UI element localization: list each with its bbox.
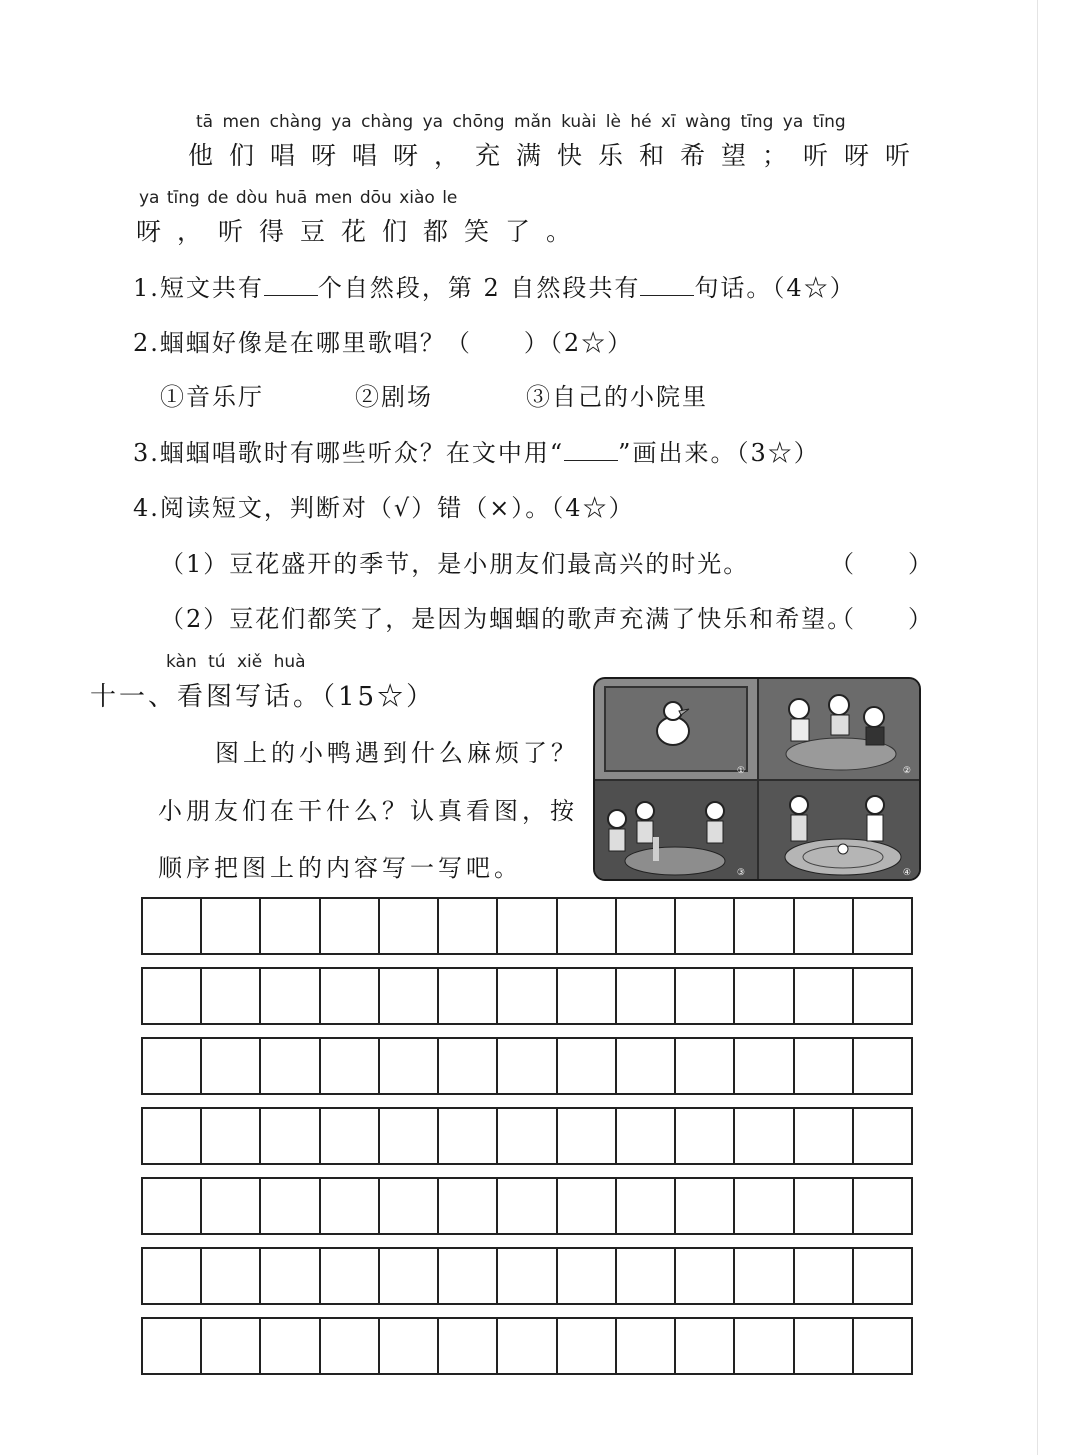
grid-cell[interactable] [854,899,911,953]
grid-cell[interactable] [380,1249,439,1303]
question-3 [133,433,820,468]
grid-cell[interactable] [498,899,557,953]
grid-cell[interactable] [261,1319,320,1373]
grid-cell[interactable] [321,1179,380,1233]
panel-number-1: ① [736,766,745,776]
grid-cell[interactable] [498,1319,557,1373]
grid-cell[interactable] [558,1319,617,1373]
grid-cell[interactable] [202,1039,261,1093]
comic-panel-duck-in-hole [595,679,757,779]
grid-cell[interactable] [617,1039,676,1093]
grid-cell[interactable] [735,1249,794,1303]
question-4: 4.阅读短文，判断对（√）错（×）。（4☆） [133,494,635,522]
grid-cell[interactable] [143,1039,202,1093]
grid-cell[interactable] [617,1319,676,1373]
grid-cell[interactable] [676,899,735,953]
grid-cell[interactable] [854,1109,911,1163]
grid-cell[interactable] [795,1249,854,1303]
poem-line1-pinyin: tā men chàng ya chàng ya chōng mǎn kuài lè hé xī wàng tīng ya tīng [196,112,846,132]
grid-cell[interactable] [676,1109,735,1163]
grid-cell[interactable] [676,1249,735,1303]
grid-cell[interactable] [202,969,261,1023]
poem-line1-text: 他们唱呀唱呀，充满快乐和希望；听呀听 [188,141,927,170]
grid-cell[interactable] [795,1109,854,1163]
section11-title: 十一、看图写话。（15☆） [90,682,436,712]
grid-cell[interactable] [795,969,854,1023]
grid-row [141,897,913,955]
grid-cell[interactable] [321,1039,380,1093]
grid-row [141,1037,913,1095]
answer-blank[interactable] [564,459,618,461]
answer-blank[interactable] [640,294,694,296]
comic-panel-duck-floats-out [759,781,921,881]
grid-cell[interactable] [321,1319,380,1373]
grid-row [141,1317,913,1375]
grid-cell[interactable] [261,969,320,1023]
grid-cell[interactable] [143,1249,202,1303]
grid-cell[interactable] [321,969,380,1023]
grid-cell[interactable] [617,1249,676,1303]
q2-option-2: ②剧场 [355,383,433,411]
grid-cell[interactable] [498,969,557,1023]
grid-cell[interactable] [380,1179,439,1233]
grid-cell[interactable] [261,1039,320,1093]
grid-cell[interactable] [558,1039,617,1093]
grid-cell[interactable] [735,1039,794,1093]
section11-prompt-1: 图上的小鸭遇到什么麻烦了？ [215,739,579,767]
grid-cell[interactable] [380,1319,439,1373]
grid-cell[interactable] [617,1179,676,1233]
grid-cell[interactable] [498,1109,557,1163]
grid-cell[interactable] [439,1179,498,1233]
grid-cell[interactable] [617,1109,676,1163]
grid-cell[interactable] [498,1039,557,1093]
page-edge [1037,0,1038,1455]
grid-cell[interactable] [676,1039,735,1093]
grid-cell[interactable] [439,1249,498,1303]
grid-cell[interactable] [321,1109,380,1163]
grid-cell[interactable] [676,969,735,1023]
question-1-part-c: 句话。（4☆） [694,274,856,302]
section11-prompt-3: 顺序把图上的内容写一写吧。 [158,854,522,882]
comic-panel-kids-pour-water [595,781,757,881]
grid-row [141,1247,913,1305]
q4-item-1-answer[interactable]: （ ） [830,550,934,578]
poem-line2-text: 呀，听得豆花们都笑了。 [136,217,588,246]
grid-cell[interactable] [143,1179,202,1233]
grid-cell[interactable] [202,1319,261,1373]
comic-illustration [593,677,921,881]
section11-pinyin: kàn tú xiě huà [166,652,306,672]
grid-cell[interactable] [261,1109,320,1163]
question-3-part-a: 3.蝈蝈唱歌时有哪些听众？在文中用“ [133,439,565,467]
q4-item-2: （2）豆花们都笑了，是因为蝈蝈的歌声充满了快乐和希望。 [160,605,854,633]
grid-cell[interactable] [498,1249,557,1303]
grid-cell[interactable] [617,969,676,1023]
grid-row [141,1107,913,1165]
comic-panel-kids-look [759,679,921,779]
grid-cell[interactable] [854,1039,911,1093]
question-3-part-b: ”画出来。（3☆） [618,439,820,467]
grid-cell[interactable] [854,1249,911,1303]
grid-cell[interactable] [558,969,617,1023]
grid-cell[interactable] [202,899,261,953]
grid-cell[interactable] [558,1249,617,1303]
grid-cell[interactable] [439,1109,498,1163]
grid-cell[interactable] [202,1179,261,1233]
grid-cell[interactable] [735,1179,794,1233]
answer-blank[interactable] [264,294,318,296]
grid-cell[interactable] [735,899,794,953]
grid-cell[interactable] [498,1179,557,1233]
question-1-part-b: 个自然段，第 2 自然段共有 [317,274,641,302]
q4-item-1: （1）豆花盛开的季节，是小朋友们最高兴的时光。 [160,550,750,578]
grid-cell[interactable] [380,899,439,953]
grid-cell[interactable] [380,1109,439,1163]
grid-cell[interactable] [735,1109,794,1163]
q2-option-3: ③自己的小院里 [526,383,708,411]
q2-option-1: ①音乐厅 [160,383,264,411]
grid-cell[interactable] [854,1179,911,1233]
poem-line2-pinyin: ya tīng de dòu huā men dōu xiào le [139,188,458,208]
grid-cell[interactable] [439,899,498,953]
grid-cell[interactable] [854,1319,911,1373]
grid-cell[interactable] [735,1319,794,1373]
panel-number-4: ④ [902,868,911,878]
grid-cell[interactable] [795,899,854,953]
grid-cell[interactable] [202,1249,261,1303]
grid-cell[interactable] [321,1249,380,1303]
grid-cell[interactable] [439,1319,498,1373]
grid-cell[interactable] [439,1039,498,1093]
grid-cell[interactable] [143,899,202,953]
grid-cell[interactable] [795,1319,854,1373]
section11-prompt-2: 小朋友们在干什么？认真看图，按 [158,797,578,825]
grid-cell[interactable] [617,899,676,953]
grid-cell[interactable] [854,969,911,1023]
q4-item-2-answer[interactable]: （ ） [830,605,934,633]
grid-cell[interactable] [143,969,202,1023]
grid-cell[interactable] [380,969,439,1023]
grid-cell[interactable] [439,969,498,1023]
grid-cell[interactable] [676,1319,735,1373]
grid-cell[interactable] [795,1039,854,1093]
panel-number-2: ② [902,766,911,776]
grid-cell[interactable] [558,1109,617,1163]
question-2: 2.蝈蝈好像是在哪里歌唱？（ ）（2☆） [133,329,634,357]
panel-number-3: ③ [736,868,745,878]
grid-cell[interactable] [321,899,380,953]
grid-cell[interactable] [261,1249,320,1303]
grid-cell[interactable] [380,1039,439,1093]
grid-cell[interactable] [202,1109,261,1163]
grid-cell[interactable] [558,1179,617,1233]
grid-cell[interactable] [735,969,794,1023]
question-1-part-a: 1.短文共有 [133,274,264,302]
grid-cell[interactable] [676,1179,735,1233]
grid-cell[interactable] [795,1179,854,1233]
grid-cell[interactable] [558,899,617,953]
grid-cell[interactable] [143,1109,202,1163]
question-1 [133,268,856,303]
grid-row [141,967,913,1025]
grid-row [141,1177,913,1235]
grid-cell[interactable] [143,1319,202,1373]
grid-cell[interactable] [261,1179,320,1233]
grid-cell[interactable] [261,899,320,953]
